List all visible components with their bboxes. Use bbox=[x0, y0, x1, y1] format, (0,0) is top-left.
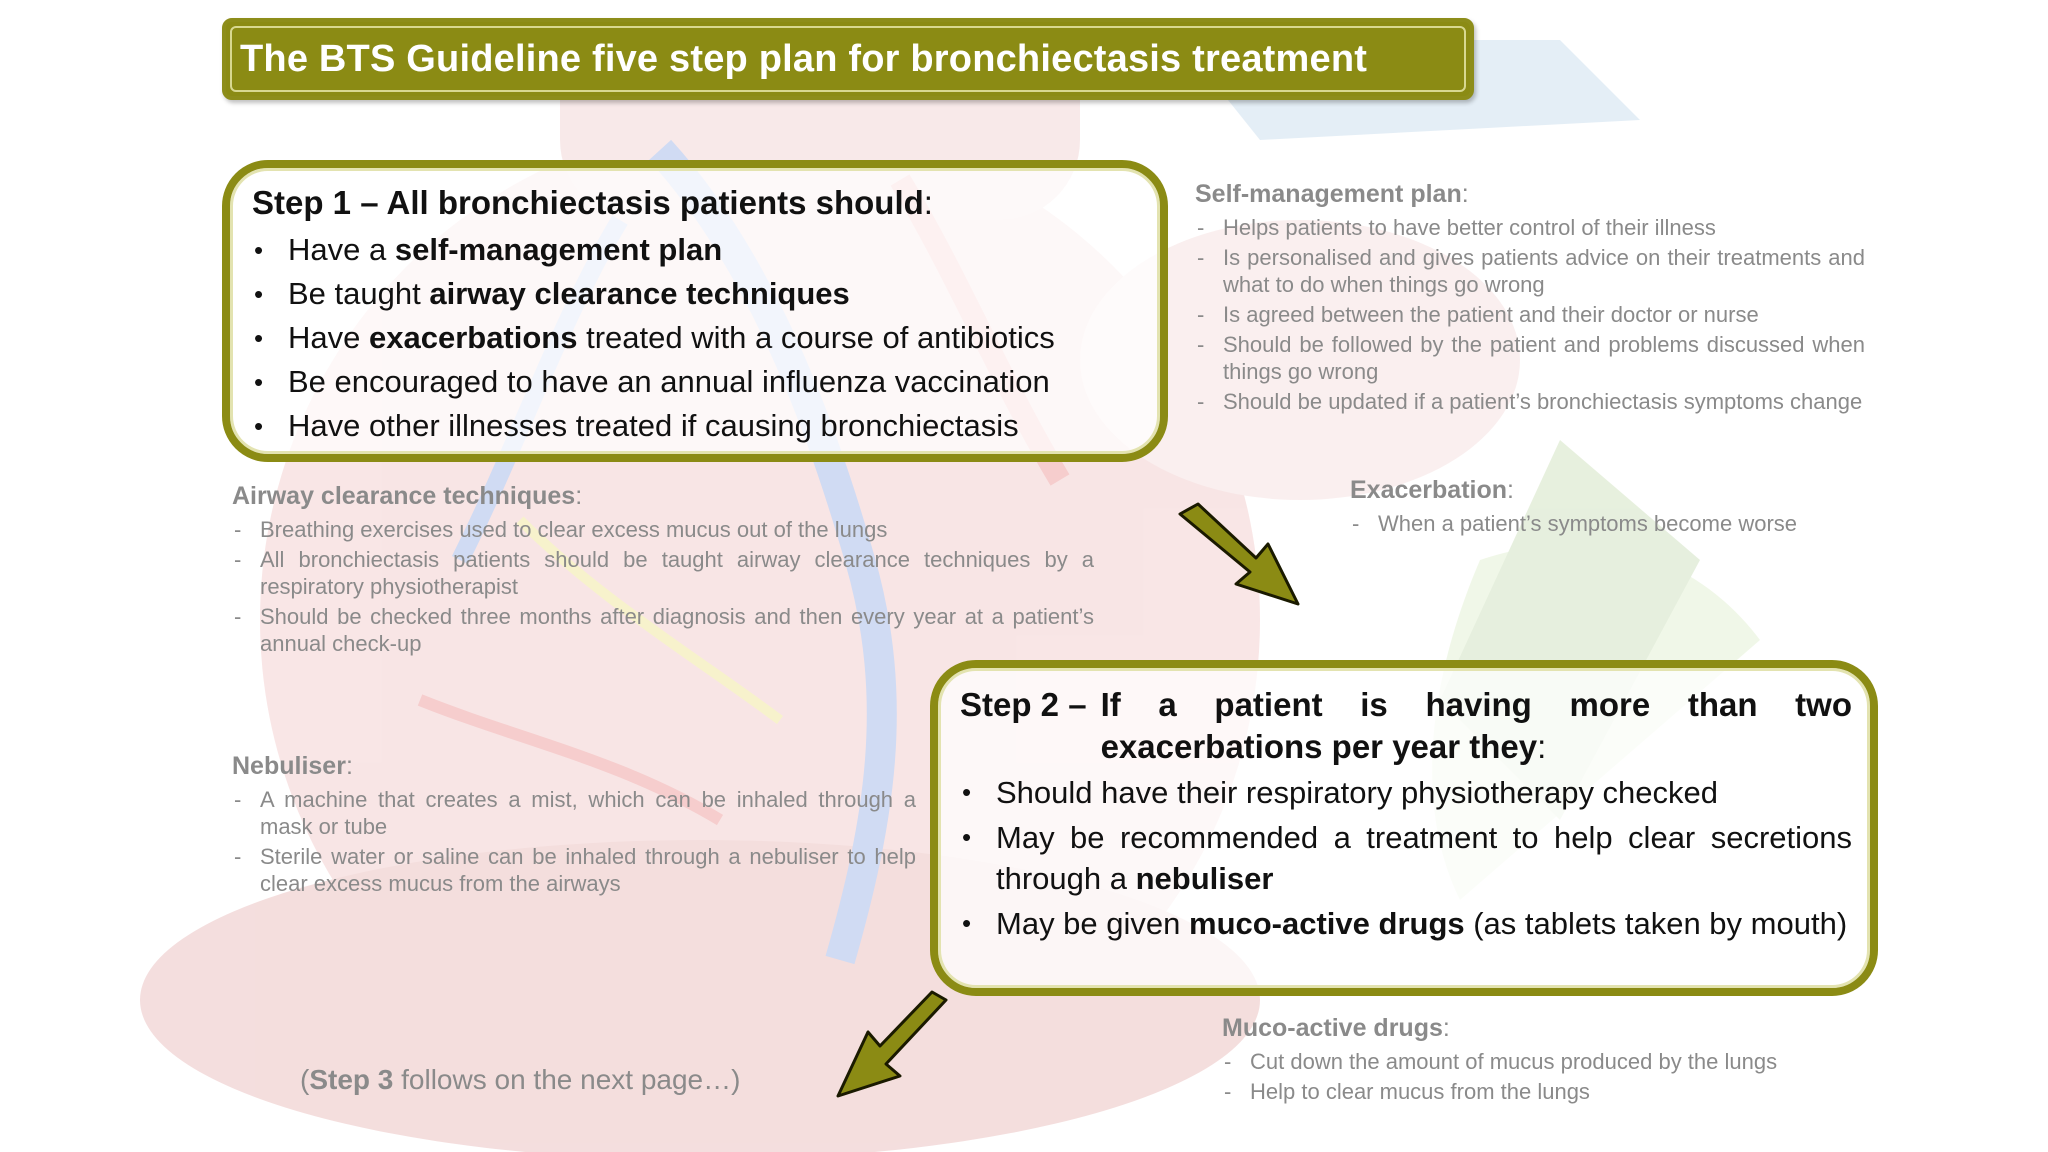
list-item: - Breathing exercises used to clear excess mucus out of the lungs bbox=[232, 516, 1094, 543]
step2-box bbox=[930, 660, 1878, 996]
list-item: - Cut down the amount of mucus produced by the lungs bbox=[1222, 1048, 1870, 1075]
list-item: - Help to clear mucus from the lungs bbox=[1222, 1078, 1870, 1105]
note-list bbox=[1222, 1048, 1870, 1105]
list-item bbox=[960, 903, 1852, 944]
note-heading: Muco-active drugs: bbox=[1222, 1014, 1450, 1042]
step2-label: Step 2 – bbox=[960, 686, 1087, 723]
item-text-tail: treated with a course of antibiotics bbox=[577, 320, 1055, 355]
item-key-term: exacerbations bbox=[368, 320, 578, 355]
list-item: - When a patient’s symptoms become worse bbox=[1350, 510, 1870, 537]
page-title: The BTS Guideline five step plan for bronchiectasis treatment bbox=[230, 26, 1466, 92]
item-key-term: self-management plan bbox=[394, 232, 723, 267]
self-management-note bbox=[1195, 178, 1865, 418]
item-key-term: nebuliser bbox=[1135, 861, 1274, 896]
note-heading-text: Self-management plan bbox=[1195, 180, 1462, 208]
step1-heading-text: – All bronchiectasis patients should bbox=[351, 184, 924, 221]
note-list bbox=[232, 786, 916, 897]
list-item: - All bronchiectasis patients should be taught airway clearance techniques by a respiratory physiotherapist bbox=[232, 546, 1094, 600]
title-banner bbox=[222, 18, 1474, 100]
list-item bbox=[252, 228, 1142, 272]
step1-label: Step 1 bbox=[252, 184, 352, 221]
note-heading-text: Nebuliser bbox=[232, 752, 346, 780]
step1-heading bbox=[252, 182, 1142, 224]
note-heading-text: Exacerbation bbox=[1350, 476, 1508, 504]
list-item: - Should be followed by the patient and problems discussed when things go wrong bbox=[1195, 331, 1865, 385]
item-text-tail: (as tablets taken by mouth) bbox=[1464, 906, 1848, 941]
nebuliser-note bbox=[232, 750, 916, 900]
list-item: - Should be checked three months after diagnosis and then every year at a patient’s annual check-up bbox=[232, 603, 1094, 657]
item-key-term: muco-active drugs bbox=[1189, 906, 1465, 941]
note-list bbox=[1350, 510, 1870, 537]
list-item: - Is agreed between the patient and their doctor or nurse bbox=[1195, 301, 1865, 328]
exacerbation-note bbox=[1350, 474, 1870, 540]
step1-box bbox=[222, 160, 1168, 462]
step2-heading-text bbox=[1101, 684, 1852, 768]
step2-heading bbox=[960, 684, 1852, 768]
list-item: - A machine that creates a mist, which can be inhaled through a mask or tube bbox=[232, 786, 916, 840]
list-item bbox=[960, 772, 1852, 813]
note-heading-text: Muco-active drugs bbox=[1222, 1014, 1443, 1042]
note-heading-text: Airway clearance techniques bbox=[232, 482, 576, 510]
step2-list bbox=[960, 772, 1852, 944]
step1-colon: : bbox=[923, 184, 933, 221]
step1-list bbox=[252, 228, 1142, 448]
airway-clearance-note bbox=[232, 480, 1094, 660]
note-list bbox=[1195, 214, 1865, 415]
item-key-term: airway clearance techniques bbox=[429, 276, 850, 311]
list-item bbox=[960, 817, 1852, 899]
item-text: Have a bbox=[288, 232, 395, 267]
list-item: - Sterile water or saline can be inhaled through a nebuliser to help clear excess mucus from the airways bbox=[232, 843, 916, 897]
item-text: Be taught bbox=[288, 276, 430, 311]
next-page-text: follows on the next page…) bbox=[393, 1064, 741, 1095]
arrow-down-left-icon bbox=[834, 990, 954, 1102]
muco-active-note bbox=[1222, 1012, 1870, 1108]
next-page-note bbox=[300, 1064, 740, 1096]
note-heading: Exacerbation: bbox=[1350, 476, 1514, 504]
item-text: May be given bbox=[996, 906, 1189, 941]
note-heading: Airway clearance techniques: bbox=[232, 482, 583, 510]
note-heading: Nebuliser: bbox=[232, 752, 353, 780]
list-item bbox=[252, 316, 1142, 360]
list-item: - Should be updated if a patient’s bronchiectasis symptoms change bbox=[1195, 388, 1865, 415]
step2-heading-main: If a patient is having more than two exacerbations per year they bbox=[1100, 686, 1852, 765]
note-heading: Self-management plan: bbox=[1195, 180, 1469, 208]
list-item bbox=[252, 272, 1142, 316]
item-text: Have bbox=[288, 320, 369, 355]
next-page-open: ( bbox=[300, 1064, 310, 1095]
next-page-step: Step 3 bbox=[309, 1064, 394, 1095]
list-item bbox=[252, 404, 1142, 448]
list-item: - Is personalised and gives patients advice on their treatments and what to do when things go wrong bbox=[1195, 244, 1865, 298]
item-text: Have other illnesses treated if causing bronchiectasis bbox=[288, 408, 1019, 443]
item-text: May be recommended a treatment to help clear secretions through a bbox=[996, 820, 1852, 896]
item-text: Should have their respiratory physiotherapy checked bbox=[996, 775, 1719, 810]
note-list bbox=[232, 516, 1094, 657]
item-text: Be encouraged to have an annual influenza vaccination bbox=[288, 364, 1050, 399]
arrow-down-right-icon bbox=[1172, 500, 1312, 610]
list-item bbox=[252, 360, 1142, 404]
step2-colon: : bbox=[1537, 728, 1547, 765]
list-item: - Helps patients to have better control of their illness bbox=[1195, 214, 1865, 241]
